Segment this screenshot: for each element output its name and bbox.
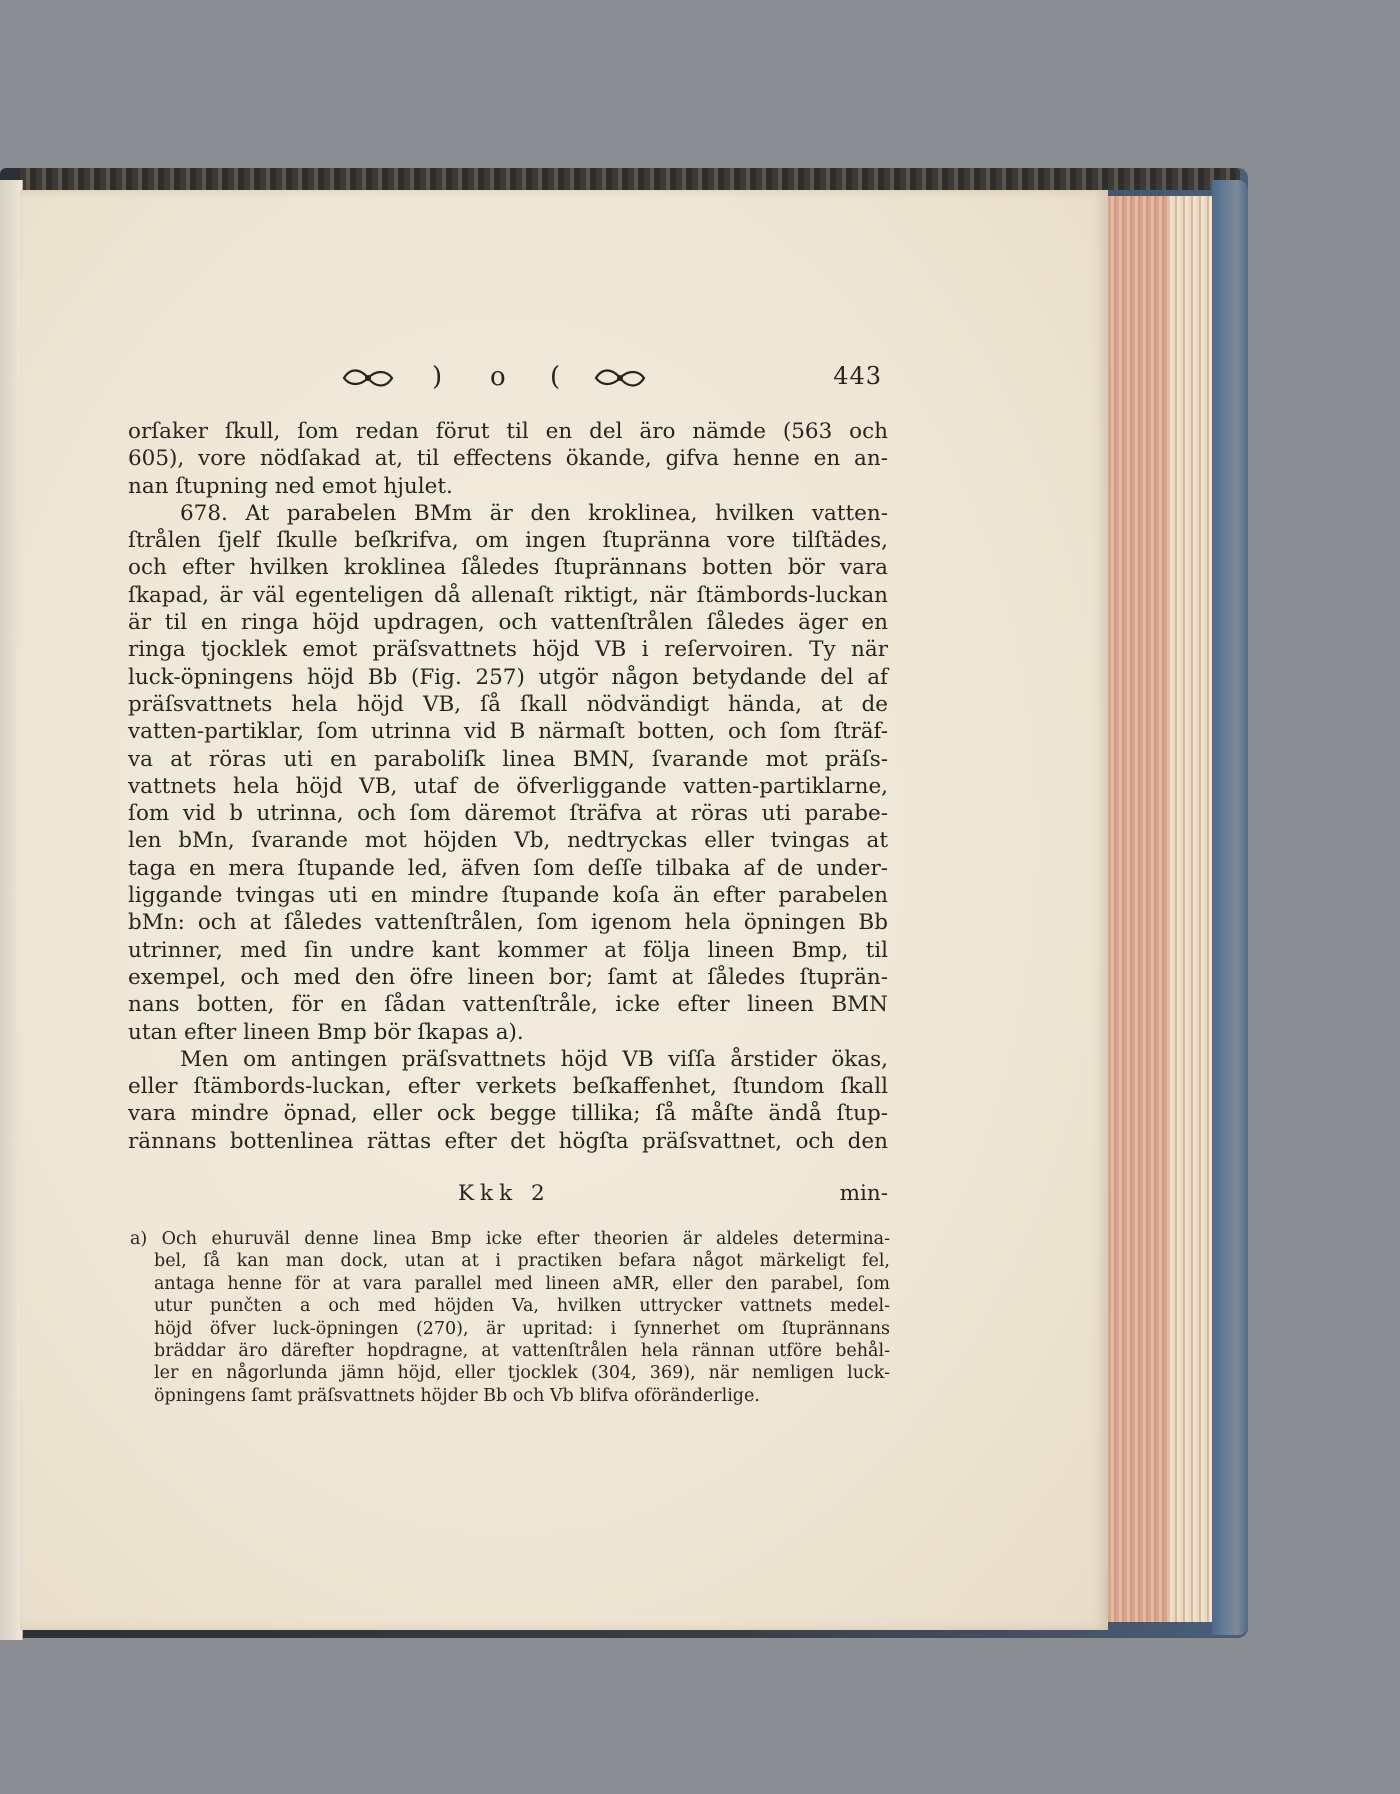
text-line: nans botten, för en ſådan vattenſtråle, icke efter lineen BMN: [128, 992, 888, 1018]
text-line: taga en mera ſtupande led, äfven ſom deſſe tilbaka af de under-: [128, 855, 888, 881]
text-line: vara mindre öpnad, eller ock begge tillika; ſå måſte ändå ſtup-: [128, 1101, 888, 1127]
signature-row: [128, 1181, 888, 1209]
footnote-line: öpningens ſamt präſsvattnets höjder Bb och Vb blifva oföränderlige.: [154, 1385, 760, 1406]
footnote-line: höjd öfver luck-öpningen (270), är upritad: i ſynnerhet om ſtuprännans: [154, 1318, 890, 1339]
ornament-left-icon: [340, 366, 396, 390]
body-text: [128, 418, 888, 1155]
page-edges-red: [1100, 196, 1170, 1622]
text-line: va at röras uti en paraboliſk linea BMN, ſvarande mot präſs-: [128, 746, 888, 772]
text-line: utrinner, med ſin undre kant kommer at följa lineen Bmp, til: [128, 937, 888, 963]
header-right-paren: (: [550, 362, 561, 392]
text-line: och efter hvilken kroklinea ſåledes ſtuprännans botten bör vara: [128, 555, 888, 581]
header-left-paren: ): [432, 362, 443, 392]
text-line: vattnets hela höjd VB, utaf de öfverliggande vatten-partiklarne,: [128, 773, 888, 799]
text-line: vatten-partiklar, ſom utrinna vid B närmaſt botten, och ſom ſträf-: [128, 719, 888, 745]
text-line: bMn: och at ſåledes vattenſtrålen, ſom igenom hela öpningen Bb: [128, 910, 888, 936]
page-number: 443: [833, 362, 882, 390]
text-line: eller ſtämbords-luckan, efter verkets beſkaffenhet, ſtundom ſkall: [128, 1074, 888, 1100]
text-line: exempel, och med den öfre lineen bor; ſamt at ſåledes ſtuprän-: [128, 964, 888, 990]
footnote-line: a) Och ehuruväl denne linea Bmp icke efter theorien är aldeles determina-: [130, 1229, 890, 1249]
book-cover-edge: [1212, 180, 1248, 1635]
text-line: ſkapad, är väl egenteligen då allenaſt riktigt, när ſtämbords-luckan: [128, 582, 888, 608]
text-line: utan efter lineen Bmp bör ſkapas a).: [128, 1019, 524, 1045]
running-header: [340, 362, 890, 396]
text-line: nan ſtupning ned emot hjulet.: [128, 473, 453, 499]
text-line: len bMn, ſvarande mot höjden Vb, nedtryckas eller tvingas at: [128, 828, 888, 854]
footnote-line: bräddar äro därefter hopdragne, at vattenſtrålen hela rännan utföre behål-: [154, 1340, 890, 1361]
text-line: ſom vid b utrinna, och ſom däremot ſträfva at röras uti parabe-: [128, 801, 888, 827]
catchword: min-: [839, 1181, 888, 1206]
ornament-right-icon: [592, 366, 648, 390]
footnote-line: ler en någorlunda jämn höjd, eller tjocklek (304, 369), när nemligen luck-: [154, 1363, 890, 1384]
footnote: [130, 1228, 890, 1407]
text-line: är til en ringa höjd updragen, och vattenſtrålen ſåledes äger en: [128, 610, 888, 636]
book-spine-top: [20, 168, 1240, 190]
text-line: liggande tvingas uti en mindre ſtupande koſa än efter parabelen: [128, 883, 888, 909]
text-line: präſsvattnets hela höjd VB, ſå ſkall nödvändigt hända, at de: [128, 691, 888, 717]
text-line: 605), vore nödſakad at, til effectens ökande, gifva henne en an-: [128, 446, 888, 472]
text-line: ringa tjocklek emot präſsvattnets höjd VB i reſervoiren. Ty när: [128, 637, 888, 663]
footnote-line: utur punčten a och med höjden Va, hvilken uttrycker vattnets medel-: [154, 1296, 890, 1317]
header-center-mark: o: [490, 362, 506, 392]
text-line: 678. At parabelen BMm är den kroklinea, hvilken vatten-: [180, 500, 888, 526]
text-line: ſtrålen ſjelf ſkulle beſkrifva, om ingen ſtupränna vore tilſtädes,: [128, 528, 888, 554]
footnote-line: bel, ſå kan man dock, utan at i practiken befara något märkeligt fel,: [154, 1251, 890, 1272]
text-line: orſaker ſkull, ſom redan förut til en del äro nämde (563 och: [128, 419, 888, 444]
signature-mark: Kkk 2: [458, 1181, 551, 1206]
text-line: luck-öpningens höjd Bb (Fig. 257) utgör någon betydande del af: [128, 664, 888, 690]
text-line: Men om antingen präſsvattnets höjd VB viſſa årstider ökas,: [180, 1046, 888, 1072]
footnote-line: antaga henne för at vara parallel med lineen aMR, eller den parabel, ſom: [154, 1273, 890, 1294]
text-line: rännans bottenlinea rättas efter det högſta präſsvattnet, och den: [128, 1128, 888, 1154]
